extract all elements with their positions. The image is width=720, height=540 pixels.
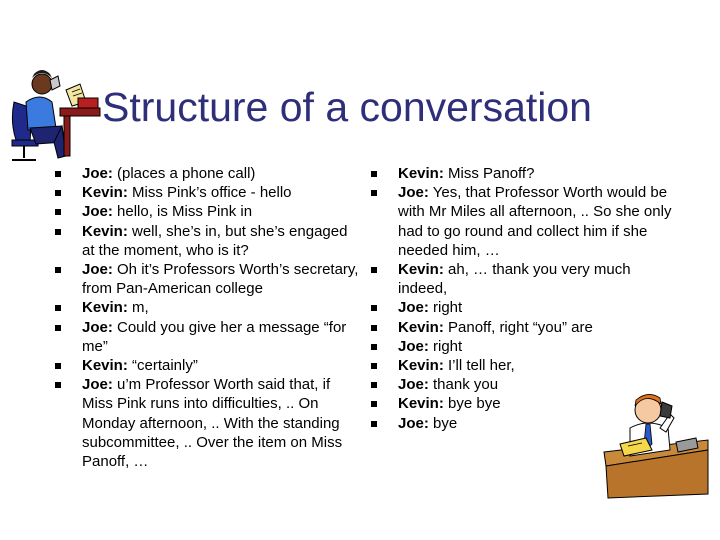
square-bullet-icon bbox=[371, 171, 377, 177]
dialogue-line bbox=[368, 164, 678, 183]
square-bullet-icon bbox=[371, 344, 377, 350]
dialogue-text: ah, … thank you very much indeed, bbox=[398, 261, 631, 298]
speaker-name: Joe: bbox=[398, 414, 429, 432]
square-bullet-icon bbox=[371, 382, 377, 388]
dialogue-line bbox=[368, 337, 678, 356]
square-bullet-icon bbox=[55, 363, 61, 369]
speaker-name: Kevin: bbox=[398, 357, 444, 375]
square-bullet-icon bbox=[371, 325, 377, 331]
speaker-name: Kevin: bbox=[82, 222, 128, 240]
square-bullet-icon bbox=[371, 190, 377, 196]
dialogue-line bbox=[368, 318, 678, 337]
dialogue-line bbox=[52, 318, 362, 356]
square-bullet-icon bbox=[55, 190, 61, 196]
square-bullet-icon bbox=[55, 382, 61, 388]
dialogue-line bbox=[52, 222, 362, 260]
dialogue-line bbox=[52, 375, 362, 471]
speaker-name: Joe: bbox=[82, 203, 113, 221]
dialogue-line bbox=[52, 260, 362, 298]
speaker-name: Kevin: bbox=[82, 184, 128, 202]
speaker-name: Joe: bbox=[82, 165, 113, 182]
square-bullet-icon bbox=[55, 305, 61, 311]
speaker-name: Kevin: bbox=[398, 165, 444, 182]
square-bullet-icon bbox=[371, 421, 377, 427]
dialogue-text: Miss Panoff? bbox=[443, 165, 535, 182]
dialogue-text: bye bye bbox=[443, 395, 501, 413]
dialogue-line bbox=[52, 164, 362, 183]
speaker-name: Joe: bbox=[398, 337, 429, 355]
square-bullet-icon bbox=[55, 325, 61, 331]
square-bullet-icon bbox=[371, 305, 377, 311]
dialogue-line bbox=[52, 298, 362, 317]
speaker-name: Joe: bbox=[398, 299, 429, 317]
dialogue-line bbox=[368, 356, 678, 375]
speaker-name: Joe: bbox=[82, 318, 113, 336]
speaker-name: Joe: bbox=[82, 376, 113, 394]
square-bullet-icon bbox=[371, 401, 377, 407]
man-on-phone-desk-clipart bbox=[600, 388, 712, 500]
dialogue-line bbox=[368, 260, 678, 298]
square-bullet-icon bbox=[371, 363, 377, 369]
speaker-name: Joe: bbox=[82, 261, 113, 279]
dialogue-text: Panoff, right “you” are bbox=[443, 318, 593, 336]
slide-title: Structure of a conversation bbox=[102, 84, 592, 130]
dialogue-text: right bbox=[428, 299, 463, 317]
speaker-name: Kevin: bbox=[398, 395, 444, 413]
dialogue-text: Yes, that Professor Worth would be with Mr Miles all afternoon, .. So she only had to go round and collect him if she needed him, … bbox=[398, 184, 672, 259]
square-bullet-icon bbox=[371, 267, 377, 273]
speaker-name: Kevin: bbox=[398, 261, 444, 279]
speaker-name: Kevin: bbox=[82, 357, 128, 375]
dialogue-text: I’ll tell her, bbox=[443, 357, 515, 375]
dialogue-text: (places a phone call) bbox=[112, 165, 256, 182]
dialogue-line bbox=[52, 356, 362, 375]
dialogue-text: thank you bbox=[428, 376, 499, 394]
dialogue-text: hello, is Miss Pink in bbox=[112, 203, 253, 221]
dialogue-line bbox=[52, 202, 362, 221]
dialogue-text: bye bbox=[428, 414, 458, 432]
dialogue-text: “certainly” bbox=[127, 357, 198, 375]
man-on-phone-clipart bbox=[6, 62, 106, 164]
dialogue-text: Oh it’s Professors Worth’s secretary, from Pan-American college bbox=[82, 261, 359, 298]
square-bullet-icon bbox=[55, 209, 61, 215]
dialogue-line bbox=[368, 298, 678, 317]
square-bullet-icon bbox=[55, 171, 61, 177]
dialogue-text: well, she’s in, but she’s engaged at the moment, who is it? bbox=[82, 222, 348, 259]
left-dialogue-list bbox=[52, 164, 362, 471]
dialogue-text: Could you give her a message “for me” bbox=[82, 318, 347, 355]
square-bullet-icon bbox=[55, 267, 61, 273]
dialogue-text: right bbox=[428, 337, 463, 355]
speaker-name: Kevin: bbox=[398, 318, 444, 336]
dialogue-text: m, bbox=[127, 299, 149, 317]
square-bullet-icon bbox=[55, 229, 61, 235]
dialogue-text: Miss Pink’s office - hello bbox=[127, 184, 292, 202]
dialogue-text: u’m Professor Worth said that, if Miss Pink runs into difficulties, .. On Monday afternoon, .. With the standing subcommittee, .. Over the item on Miss Panoff, … bbox=[82, 376, 343, 471]
dialogue-line bbox=[52, 183, 362, 202]
speaker-name: Joe: bbox=[398, 184, 429, 202]
speaker-name: Joe: bbox=[398, 376, 429, 394]
speaker-name: Kevin: bbox=[82, 299, 128, 317]
dialogue-line bbox=[368, 183, 678, 260]
